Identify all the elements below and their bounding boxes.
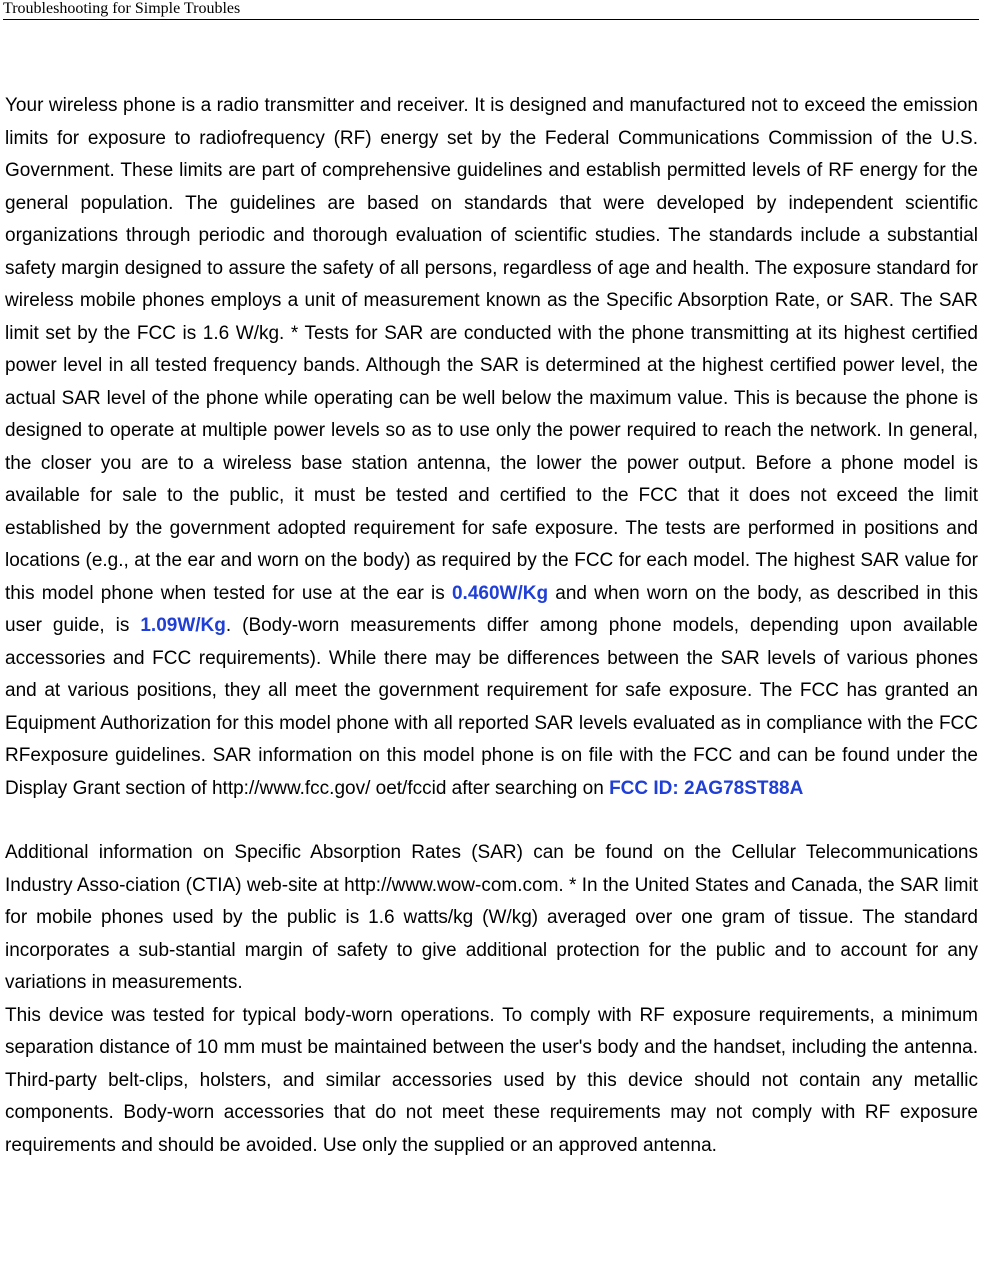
rf-exposure-paragraph bbox=[5, 90, 978, 805]
paragraph-text: and when worn on the body, as described in this user guide, is bbox=[5, 582, 978, 636]
paragraph-text: Your wireless phone is a radio transmitter and receiver. It is designed and manufactured not to exceed the emission limits for exposure to radiofrequency (RF) energy set by the Federal Communications Commission of the U.S. Government. These limits are part of comprehensive guidelines and establish permitted levels of RF energy for the general population. The guidelines are based on standards that were developed by independent scientific organizations through periodic and thorough evaluation of scientific studies. The standards include a substantial safety margin designed to assure the safety of all persons, regardless of age and health. The exposure standard for wireless mobile phones employs a unit of measurement known as the Specific Absorption Rate, or SAR. The SAR limit set by the FCC is 1.6 W/kg. * Tests for SAR are conducted with the phone transmitting at its highest certified power level in all tested frequency bands. Although the SAR is determined at the highest certified power level, the actual SAR level of the phone while operating can be well below the maximum value. This is because the phone is designed to operate at multiple power levels so as to use only the power required to reach the network. In general, the closer you are to a wireless base station antenna, the lower the power output. Before a phone model is available for sale to the public, it must be tested and certified to the FCC that it does not exceed the limit established by the government adopted requirement for safe exposure. The tests are performed in positions and locations (e.g., at the ear and worn on the body) as required by the FCC for each model. The highest SAR value for this model phone when tested for use at the ear is bbox=[5, 95, 978, 604]
sar-info-paragraph bbox=[5, 837, 978, 1000]
body-worn-paragraph bbox=[5, 1000, 978, 1163]
paragraph-text: . (Body-worn measurements differ among phone models, depending upon available accessories and FCC requirements). While there may be differences between the SAR levels of various phones and at various positions, they all meet the government requirement for safe exposure. The FCC has granted an Equipment Authorization for this model phone with all reported SAR levels evaluated as in compliance with the FCC RFexposure guidelines. SAR information on this model phone is on file with the FCC and can be found under the Display Grant section of http://www.fcc.gov/ oet/fccid after searching on bbox=[5, 615, 978, 799]
paragraph-text: This device was tested for typical body-worn operations. To comply with RF exposure requirements, a minimum separation distance of 10 mm must be maintained between the user's body and the handset, including the antenna. Third-party belt-clips, holsters, and similar accessories used by this device should not contain any metallic components. Body-worn accessories that do not meet these requirements may not comply with RF exposure requirements and should be avoided. Use only the supplied or an approved antenna. bbox=[5, 1004, 978, 1156]
paragraph-text: Additional information on Specific Absorption Rates (SAR) can be found on the Cellular Telecommunications Industry Asso-ciation (CTIA) web-site at http://www.wow-com.com. * In the United States and Canada, the SAR limit for mobile phones used by the public is 1.6 watts/kg (W/kg) averaged over one gram of tissue. The standard incorporates a sub-stantial margin of safety to give additional protection for the public and to account for any variations in measurements. bbox=[5, 842, 978, 993]
header-title: Troubleshooting for Simple Troubles bbox=[3, 0, 241, 17]
document-body bbox=[5, 90, 978, 1162]
page-header bbox=[3, 0, 979, 20]
fcc-id: FCC ID: 2AG78ST88A bbox=[609, 777, 804, 799]
sar-body-value: 1.09W/Kg bbox=[140, 615, 226, 636]
sar-ear-value: 0.460W/Kg bbox=[451, 582, 549, 604]
